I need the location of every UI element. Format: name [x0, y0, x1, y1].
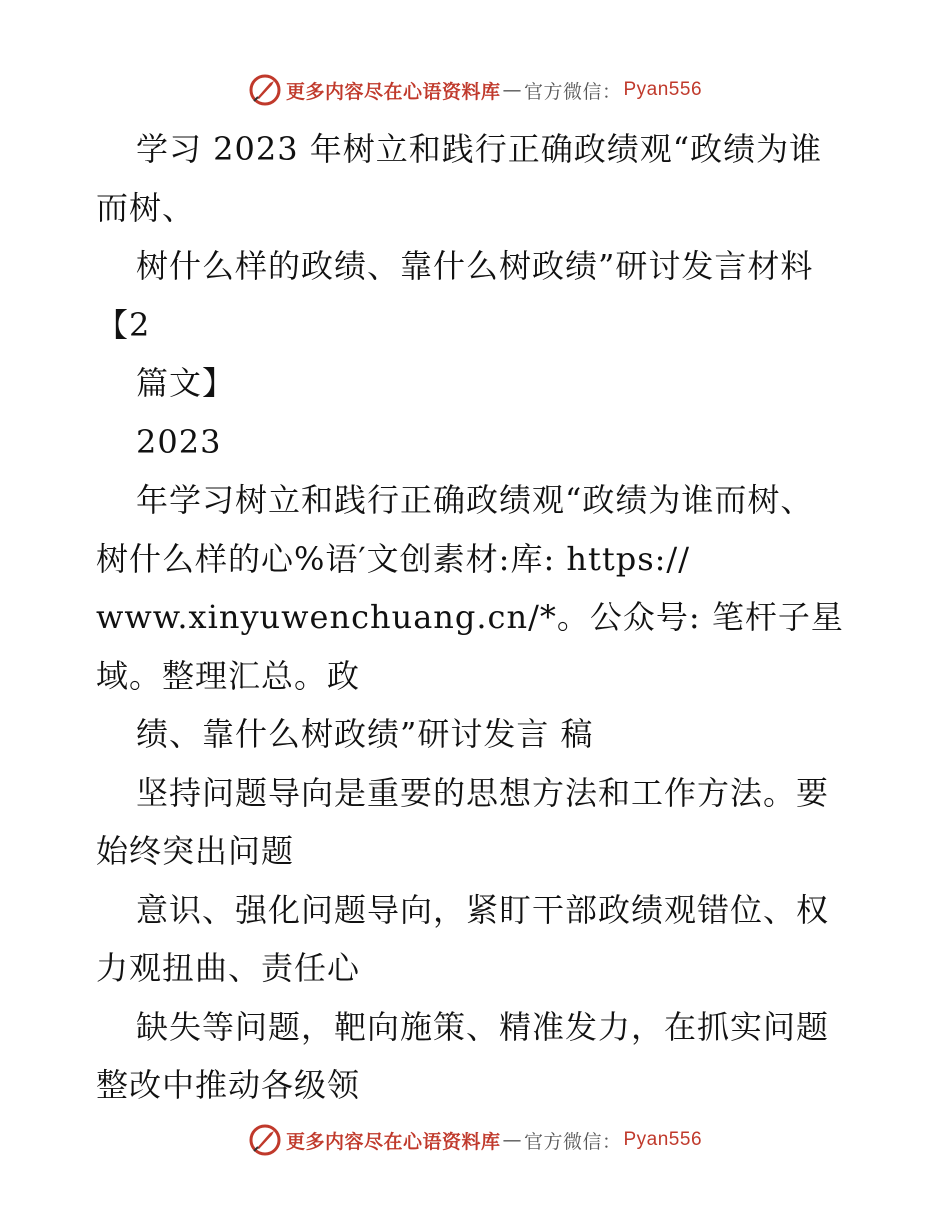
- header-banner: [0, 70, 950, 110]
- banner-separator: —: [502, 1129, 522, 1151]
- footer-banner: [0, 1120, 950, 1160]
- text-line: 整改中推动各级领: [96, 1066, 361, 1104]
- text-line: 篇文】: [136, 364, 236, 402]
- text-line: 坚持问题导向是重要的思想方法和工作方法。要: [136, 773, 830, 812]
- banner-separator: —: [502, 79, 522, 101]
- banner-site-text: 更多内容尽在心语资料库: [285, 1130, 501, 1153]
- text-line: 树什么样的政绩、靠什么树政绩”研讨发言材料: [136, 247, 814, 285]
- banner-wechat-label: 官方微信：: [523, 80, 622, 103]
- text-line: 域。整理汇总。政: [96, 656, 361, 695]
- text-line: www.xinyuwenchuang.cn/*。公众号: 笔杆子星: [96, 598, 844, 636]
- text-line: 始终突出问题: [96, 832, 295, 870]
- text-line: 2023: [136, 422, 222, 461]
- text-line: 缺失等问题，靶向施策、精准发力，在抓实问题: [136, 1007, 830, 1046]
- banner-wechat-label: 官方微信：: [523, 1130, 622, 1153]
- text-line: 年学习树立和践行正确政绩观“政绩为谁而树、: [136, 481, 814, 519]
- quill-pen-circle-logo-icon: [248, 73, 282, 107]
- text-line: 意识、强化问题导向，紧盯干部政绩观错位、权: [136, 890, 830, 929]
- banner-wechat-id: Pyan556: [623, 79, 703, 100]
- text-line: 【2: [96, 305, 151, 344]
- document-body: [96, 120, 866, 1115]
- text-line: 力观扭曲、责任心: [96, 949, 361, 987]
- text-line: 而树、: [96, 188, 196, 227]
- text-line: 学习 2023 年树立和践行正确政绩观“政绩为谁: [136, 130, 823, 168]
- text-line: 树什么样的心%语′文创素材:库: https://: [96, 539, 690, 578]
- quill-pen-circle-logo-icon: [248, 1123, 282, 1157]
- banner-site-text: 更多内容尽在心语资料库: [285, 80, 501, 103]
- banner-wechat-id: Pyan556: [623, 1129, 703, 1150]
- text-line: 绩、靠什么树政绩”研讨发言 稿: [136, 715, 594, 753]
